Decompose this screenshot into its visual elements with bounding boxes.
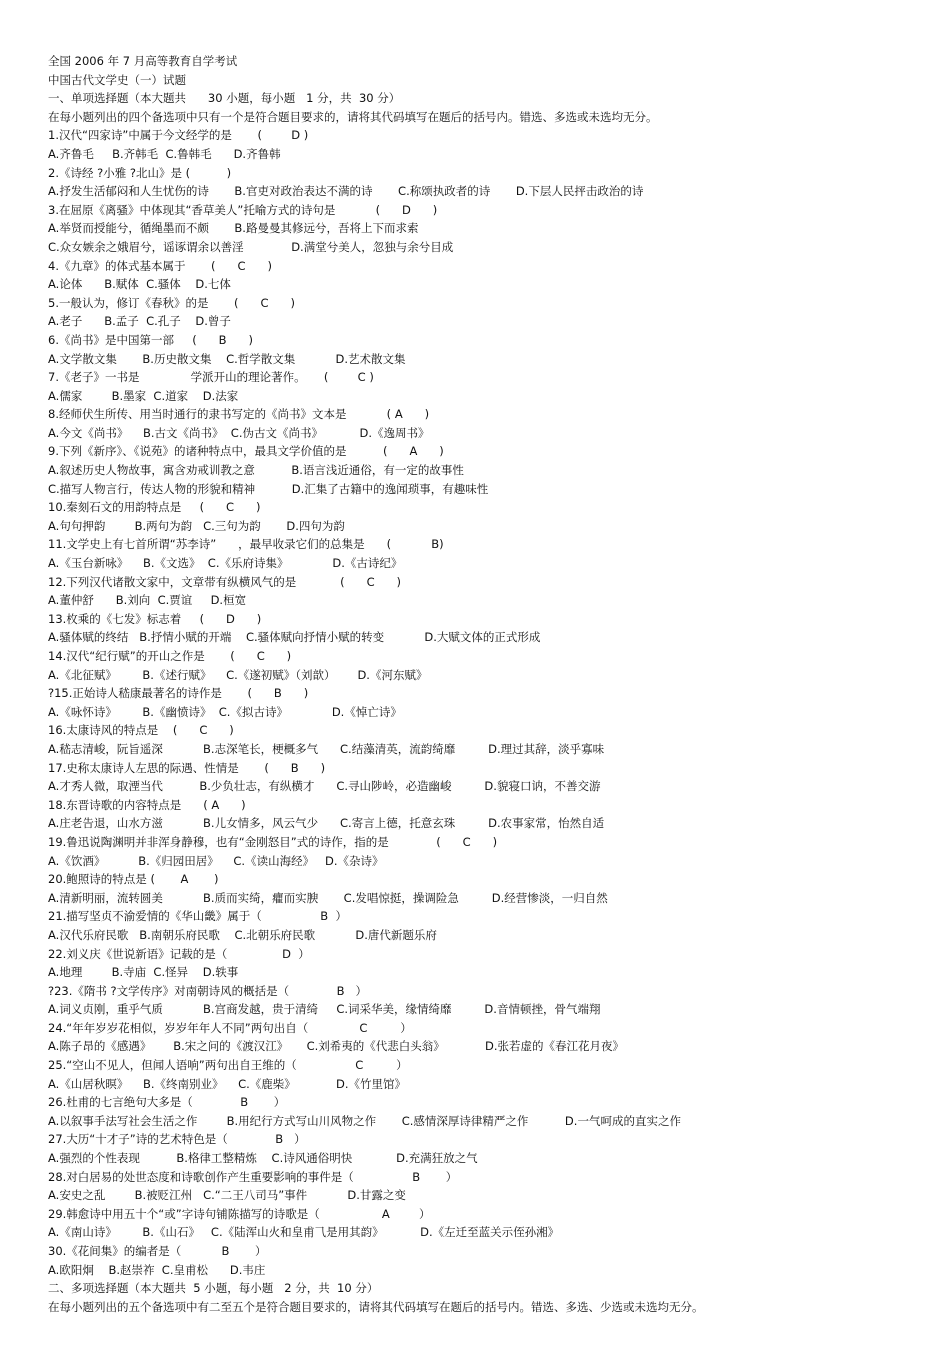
answer-options: A.《山居秋暝》 B.《终南别业》 C.《鹿柴》 D.《竹里馆》 (48, 1076, 407, 1091)
question-stem: 27.大历“十才子”诗的艺术特色是（ B ） (48, 1132, 306, 1147)
answer-options: A.董仲舒 B.刘向 C.贾谊 D.桓宽 (48, 593, 247, 608)
question-stem: 21.描写坚贞不渝爱情的《华山畿》属于（ B ） (48, 909, 347, 924)
question-stem: 12.下列汉代诸散文家中，文章带有纵横风气的是 ( C ) (48, 574, 402, 589)
exam-document (48, 52, 908, 1316)
question-stem: 25.“空山不见人，但闻人语响”两句出自王维的（ C ） (48, 1058, 408, 1073)
question-stem: 28.对白居易的处世态度和诗歌创作产生重要影响的事件是（ B ） (48, 1169, 458, 1184)
answer-options: C.描写人物言行，传达人物的形貌和精神 D.汇集了古籍中的逸闻琐事，有趣味性 (48, 481, 489, 496)
answer-options: A.庄老告退，山水方滋 B.儿女情多，风云气少 C.寄言上德，托意玄珠 D.农事家常，怡然自适 (48, 816, 605, 831)
answer-options: A.地理 B.寺庙 C.怪异 D.轶事 (48, 965, 239, 980)
answer-options: A.《南山诗》 B.《山石》 C.《陆浑山火和皇甫⺄是用其韵》 D.《左迁至蓝关示侄孙湘》 (48, 1225, 560, 1240)
question-stem: 3.在屈原《离骚》中体现其“香草美人”托喻方式的诗句是 ( D ) (48, 202, 438, 217)
question-stem: 9.下列《新序》、《说苑》的诸种特点中，最具文学价值的是 ( A ) (48, 444, 444, 459)
answer-options: A.嵇志清峻，阮旨遥深 B.志深笔长，梗概多气 C.结藻清英，流韵绮靡 D.理过其辞，淡乎寡味 (48, 741, 605, 756)
question-stem: 5.一般认为，修订《春秋》的是 ( C ) (48, 295, 295, 310)
answer-options: A.叙述历史人物故事，寓含劝戒训教之意 B.语言浅近通俗，有一定的故事性 (48, 463, 464, 478)
answer-options: A.今文《尚书》 B.古文《尚书》 C.伪古文《尚书》 D.《逸周书》 (48, 425, 430, 440)
question-stem: 30.《花间集》的编者是（ B ） (48, 1244, 267, 1258)
answer-options: A.汉代乐府民歌 B.南朝乐府民歌 C.北朝乐府民歌 D.唐代新题乐府 (48, 927, 437, 942)
question-stem: 4.《九章》的体式基本属于 ( C ) (48, 258, 272, 273)
answer-options: A.强烈的个性表现 B.格律工整精炼 C.诗风通俗明快 D.充满狂放之气 (48, 1151, 478, 1166)
question-stem: 19.鲁迅说陶渊明并非浑身静穆，也有“金刚怒目”式的诗作，指的是 ( C ) (48, 834, 498, 849)
question-stem: 16.太康诗风的特点是 ( C ) (48, 723, 234, 738)
answer-options: A.齐鲁毛 B.齐韩毛 C.鲁韩毛 D.齐鲁韩 (48, 146, 281, 161)
question-stem: 26.杜甫的七言绝句大多是（ B ） (48, 1095, 286, 1110)
question-stem: ?23.《隋书 ?文学传序》对南朝诗风的概括是（ B ） (48, 983, 368, 998)
answer-options: A.抒发生活郁闷和人生忧伤的诗 B.官吏对政治表达不满的诗 C.称颂执政者的诗 D.下层人民抨击政治的诗 (48, 184, 644, 199)
question-stem: 7.《老子》一书是 学派开山的理论著作。 ( C ) (48, 370, 374, 385)
multi-choice-instruction: 在每小题列出的五个备选项中有二至五个是符合题目要求的，请将其代码填写在题后的括号内。错选、多选、少选或未选均无分。 (48, 1299, 704, 1314)
subject-title: 中国古代文学史（一）试题 (48, 72, 186, 87)
question-list (48, 126, 908, 1279)
single-choice-heading: 一、单项选择题（本大题共 30 小题，每小题 1 分，共 30 分） (48, 91, 401, 106)
question-stem: 17.史称太康诗人左思的际遇、性情是 ( B ) (48, 760, 326, 775)
question-stem: 22.刘义庆《世说新语》记载的是（ D ） (48, 946, 310, 961)
answer-options: A.清新明丽，流转圆美 B.质而实绮，癯而实腴 C.发唱惊挺，操调险急 D.经营惨淡，一归自然 (48, 890, 608, 905)
answer-options: A.《饮酒》 B.《归园田居》 C.《读山海经》 D.《杂诗》 (48, 853, 384, 868)
question-stem: 24.“年年岁岁花相似，岁岁年年人不同”两句出自（ C ） (48, 1020, 412, 1035)
question-stem: 18.东晋诗歌的内容特点是 ( A ) (48, 797, 246, 812)
question-stem: 29.韩愈诗中用五十个“或”字诗句铺陈描写的诗歌是（ A ） (48, 1206, 431, 1221)
question-stem: 20.鲍照诗的特点是 ( A ) (48, 872, 219, 887)
multi-choice-heading: 二、多项选择题（本大题共 5 小题，每小题 2 分，共 10 分） (48, 1281, 379, 1296)
exam-title: 全国 2006 年 7 月高等教育自学考试 (48, 54, 238, 68)
question-stem: 11.文学史上有七首所谓“苏李诗” ，最早收录它们的总集是 ( B) (48, 537, 444, 552)
question-stem: 8.经师伏生所传、用当时通行的隶书写定的《尚书》文本是 ( A ) (48, 407, 430, 422)
question-stem: 10.秦刻石文的用韵特点是 ( C ) (48, 500, 261, 515)
question-stem: ?15.正始诗人嵇康最著名的诗作是 ( B ) (48, 686, 309, 701)
answer-options: A.举贤而授能兮，循绳墨而不颇 B.路曼曼其修远兮，吾将上下而求索 (48, 221, 419, 236)
question-stem: 6.《尚书》是中国第一部 ( B ) (48, 332, 253, 347)
question-stem: 14.汉代“纪行赋”的开山之作是 ( C ) (48, 649, 292, 663)
single-choice-instruction: 在每小题列出的四个备选项中只有一个是符合题目要求的，请将其代码填写在题后的括号内。错选、多选或未选均无分。 (48, 109, 658, 124)
answer-options: A.骚体赋的终结 B.抒情小赋的开端 C.骚体赋向抒情小赋的转变 D.大赋文体的正式形成 (48, 630, 541, 645)
question-stem: 2.《诗经 ?小雅 ?北山》是 ( ) (48, 165, 232, 180)
answer-options: A.才秀人微，取湮当代 B.少负壮志，有纵横才 C.寻山陟岭，必造幽峻 D.貌寝口讷，不善交游 (48, 779, 601, 794)
answer-options: A.安史之乱 B.被贬江州 C.“二王八司马”事件 D.甘露之变 (48, 1188, 406, 1203)
answer-options: A.文学散文集 B.历史散文集 C.哲学散文集 D.艺术散文集 (48, 351, 406, 366)
answer-options: A.《玉台新咏》 B.《文选》 C.《乐府诗集》 D.《古诗纪》 (48, 556, 403, 571)
answer-options: A.《北征赋》 B.《述行赋》 C.《遂初赋》（刘歆） D.《河东赋》 (48, 667, 428, 682)
question-stem: 13.枚乘的《七发》标志着 ( D ) (48, 611, 262, 626)
answer-options: A.欧阳炯 B.赵崇祚 C.皇甫松 D.韦庄 (48, 1262, 266, 1277)
answer-options: A.句句押韵 B.两句为韵 C.三句为韵 D.四句为韵 (48, 518, 345, 533)
answer-options: A.儒家 B.墨家 C.道家 D.法家 (48, 388, 239, 403)
question-stem: 1.汉代“四家诗”中属于今文经学的是 ( D ) (48, 128, 309, 143)
answer-options: A.《咏怀诗》 B.《幽愤诗》 C.《拟古诗》 D.《悼亡诗》 (48, 704, 402, 719)
answer-options: A.陈子昂的《感遇》 B.宋之问的《渡汉江》 C.刘希夷的《代悲白头翁》 D.张若虚的《春江花月夜》 (48, 1039, 624, 1054)
answer-options: A.论体 B.赋体 C.骚体 D.七体 (48, 277, 231, 292)
answer-options: A.以叙事手法写社会生活之作 B.用纪行方式写山川风物之作 C.感情深厚诗律精严之作 D.一气呵成的直实之作 (48, 1113, 681, 1128)
answer-options: A.词义贞刚，重乎气质 B.宫商发越，贵于清绮 C.词采华美，缘情绮靡 D.音情顿挫，骨气端翔 (48, 1002, 601, 1017)
answer-options: C.众女嫉余之娥眉兮，谣诼谓余以善淫 D.满堂兮美人，忽独与余兮目成 (48, 239, 454, 254)
answer-options: A.老子 B.孟子 C.孔子 D.曾子 (48, 314, 231, 329)
